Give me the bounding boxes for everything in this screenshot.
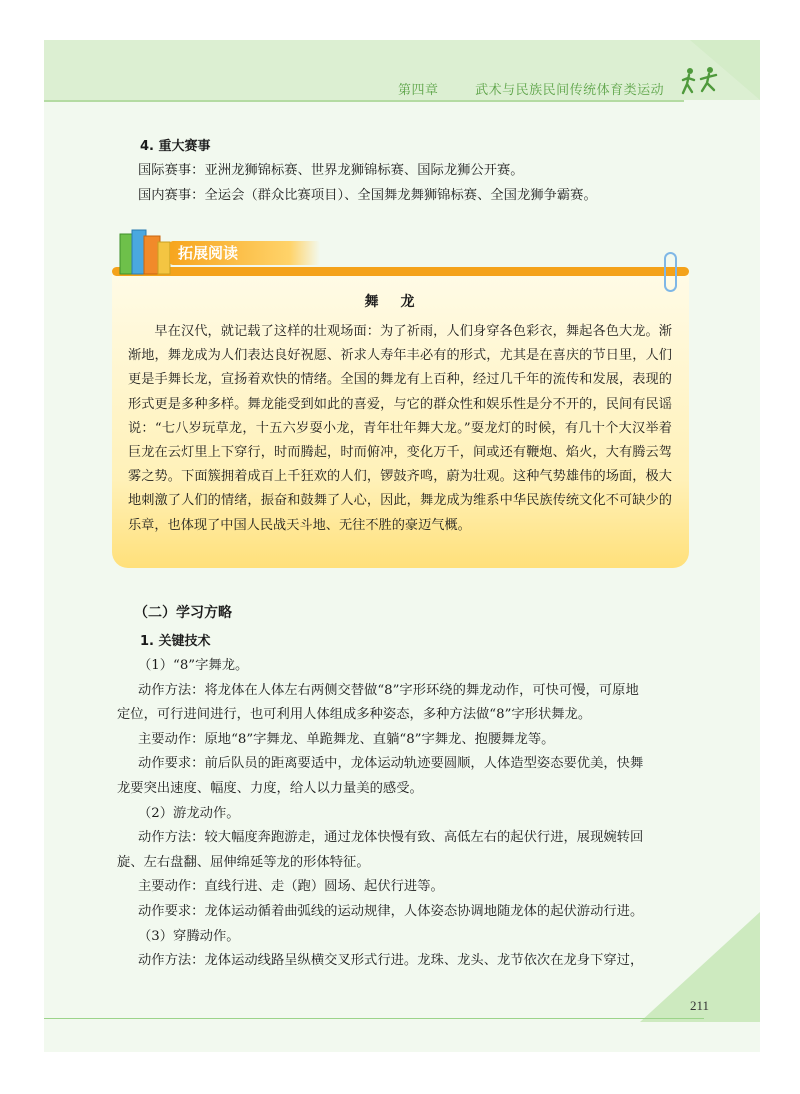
text-line: 主要动作：原地“8”字舞龙、单跪舞龙、直躺“8”字舞龙、抱腰舞龙等。 (138, 731, 555, 747)
text-line: 动作要求：前后队员的距离要适中，龙体运动轨迹要圆顺，人体造型姿态要优美，快舞 (138, 756, 644, 772)
text-line: 主要动作：直线行进、走（跑）圆场、起伏行进等。 (138, 879, 444, 895)
text-line: 动作方法：将龙体在人体左右两侧交替做“8”字形环绕的舞龙动作，可快可慢，可原地 (138, 682, 639, 698)
section-4-title: 4. 重大赛事 (140, 139, 211, 154)
paperclip-icon (664, 252, 677, 292)
extended-reading-title: 舞龙 (364, 294, 437, 310)
header-divider (44, 100, 684, 102)
domestic-events: 国内赛事：全运会（群众比赛项目）、全国舞龙舞狮锦标赛、全国龙狮争霸赛。 (138, 187, 597, 203)
text-line: 龙要突出速度、幅度、力度，给人以力量美的感受。 (117, 780, 423, 796)
text-line: 定位，可行进间进行，也可利用人体组成多种姿态，多种方法做“8”字形状舞龙。 (117, 707, 592, 723)
text-line: （3）穿腾动作。 (138, 928, 240, 944)
chapter-title: 武术与民族民间传统体育类运动 (475, 83, 665, 98)
extended-reading-label: 拓展阅读 (170, 241, 320, 265)
key-technique-title: 1. 关键技术 (140, 634, 211, 649)
page-number: 211 (690, 998, 710, 1013)
text-line: （1）“8”字舞龙。 (138, 658, 249, 673)
international-events: 国际赛事：亚洲龙狮锦标赛、世界龙狮锦标赛、国际龙狮公开赛。 (138, 163, 524, 178)
extended-reading-paragraph: 早在汉代，就记载了这样的壮观场面：为了祈雨，人们身穿各色彩衣，舞起各色大龙。渐渐地，舞龙成为人们表达良好祝愿、祈求人寿年丰必有的形式，尤其是在喜庆的节日里，人们更是手舞长龙，宣扬着欢快的情绪。全国的舞龙有上百种，经过几千年的流传和发展，表现的形式更是多种多样。舞龙能受到如此的喜爱，与它的群众性和娱乐性是分不开的，民间有民谣说：“七八岁玩草龙，十五六岁耍小龙，青年壮年舞大龙。”耍龙灯的时候，有几十个大汉举着巨龙在云灯里上下穿行，时而腾起，时而俯冲，变化万千，间或还有鞭炮、焰火，大有腾云驾雾之势。下面簇拥着成百上千狂欢的人们，锣鼓齐鸣，蔚为壮观。这种气势雄伟的场面，极大地刺激了人们的情绪，振奋和鼓舞了人心，因此，舞龙成为维系中华民族传统文化不可缺少的乐章，也体现了中国人民战天斗地、无往不胜的豪迈气概。 (128, 324, 672, 533)
text-line: （2）游龙动作。 (138, 805, 240, 821)
books-icon (118, 222, 174, 276)
runner-icon (680, 66, 724, 96)
chapter-label: 第四章 (398, 83, 439, 98)
text-line: 动作方法：较大幅度奔跑游走，通过龙体快慢有致、高低左右的起伏行进，展现婉转回 (138, 830, 644, 846)
footer-divider (44, 1018, 704, 1019)
text-line: 旋、左右盘翻、屈伸绵延等龙的形体特征。 (117, 854, 370, 870)
learning-strategy-title: （二）学习方略 (134, 605, 232, 621)
section-4-content (138, 159, 698, 208)
running-header (398, 79, 664, 98)
text-line: 动作方法：龙体运动线路呈纵横交叉形式行进。龙珠、龙头、龙节依次在龙身下穿过， (138, 953, 644, 969)
extended-reading-bar (112, 267, 689, 276)
key-technique-content (117, 654, 701, 974)
text-line: 动作要求：龙体运动循着曲弧线的运动规律，人体姿态协调地随龙体的起伏游动行进。 (138, 903, 644, 919)
